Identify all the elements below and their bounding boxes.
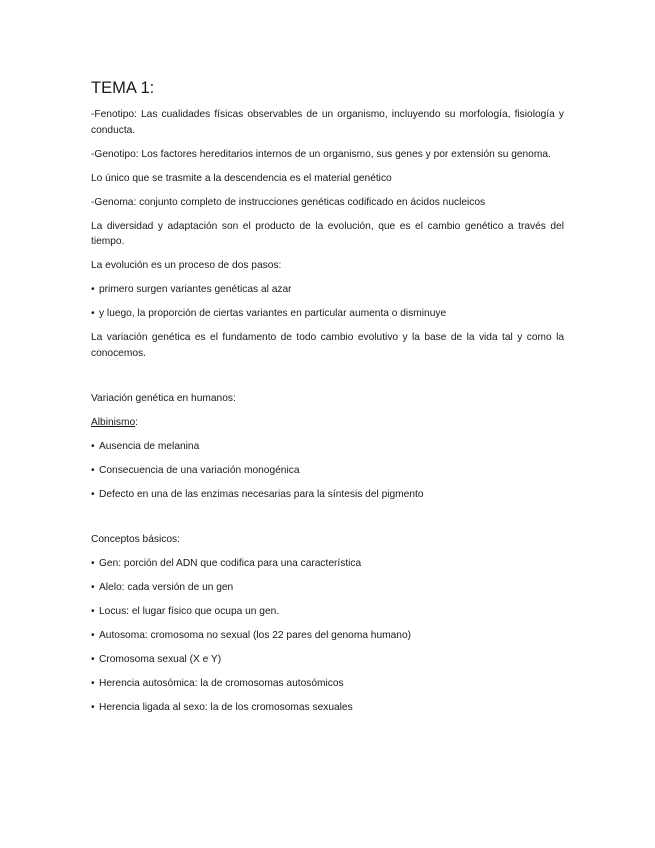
- section-spacer: [91, 370, 564, 391]
- list-item-text: Defecto en una de las enzimas necesarias para la síntesis del pigmento: [99, 488, 424, 500]
- paragraph-diversidad: La diversidad y adaptación son el producto de la evolución, que es el cambio genético a través del tiempo.: [91, 220, 564, 247]
- list-item-text: Ausencia de melanina: [99, 440, 200, 452]
- list-item: [91, 306, 564, 322]
- paragraph-evolucion-pasos: La evolución es un proceso de dos pasos:: [91, 260, 282, 271]
- section-spacer: [91, 511, 564, 532]
- document-body: [91, 78, 564, 724]
- list-item-text: Autosoma: cromosoma no sexual (los 22 pares del genoma humano): [99, 629, 412, 641]
- bullet-icon: [91, 678, 99, 689]
- list-item-text: y luego, la proporción de ciertas variantes en particular aumenta o disminuye: [99, 308, 447, 319]
- list-item: [91, 556, 564, 572]
- list-item: [91, 676, 564, 692]
- list-item: [91, 652, 564, 668]
- list-item: [91, 487, 564, 503]
- list-item: [91, 282, 564, 298]
- definition-genoma: -Genoma: conjunto completo de instrucciones genéticas codificado en ácidos nucleicos: [91, 196, 486, 208]
- subheading-albinismo-label: Albinismo: [91, 416, 136, 428]
- bullet-icon: [91, 308, 99, 319]
- bullet-icon: [91, 441, 99, 452]
- list-item: [91, 439, 564, 455]
- list-item-text: Locus: el lugar físico que ocupa un gen.: [99, 605, 280, 617]
- list-item-text: Cromosoma sexual (X e Y): [99, 653, 222, 665]
- bullet-icon: [91, 702, 99, 713]
- bullet-icon: [91, 630, 99, 641]
- section-heading-conceptos: Conceptos básicos:: [91, 533, 180, 545]
- bullet-icon: [91, 489, 99, 500]
- page-title: TEMA 1:: [91, 79, 155, 97]
- list-item-text: Herencia ligada al sexo: la de los cromosomas sexuales: [99, 701, 353, 713]
- subheading-colon: :: [135, 416, 139, 428]
- definition-fenotipo: -Fenotipo: Las cualidades físicas observables de un organismo, incluyendo su morfología, fisiología y conducta.: [91, 109, 564, 136]
- list-item-text: Gen: porción del ADN que codifica para una característica: [99, 557, 362, 569]
- list-item: [91, 463, 564, 479]
- list-item: [91, 604, 564, 620]
- list-item: [91, 580, 564, 596]
- bullet-icon: [91, 558, 99, 569]
- bullet-icon: [91, 606, 99, 617]
- bullet-icon: [91, 284, 99, 295]
- subheading-albinismo: [91, 415, 564, 431]
- bullet-icon: [91, 654, 99, 665]
- list-item-text: Alelo: cada versión de un gen: [99, 581, 234, 593]
- paragraph-material-genetico: Lo único que se trasmite a la descendencia es el material genético: [91, 172, 392, 184]
- list-item: [91, 628, 564, 644]
- paragraph-variacion: La variación genética es el fundamento de todo cambio evolutivo y la base de la vida tal y como la conocemos.: [91, 332, 564, 359]
- section-heading-variacion: Variación genética en humanos:: [91, 392, 236, 404]
- list-item-text: Herencia autosómica: la de cromosomas autosómicos: [99, 677, 344, 689]
- list-item-text: primero surgen variantes genéticas al azar: [99, 284, 292, 295]
- bullet-icon: [91, 582, 99, 593]
- list-item: [91, 700, 564, 716]
- list-item-text: Consecuencia de una variación monogénica: [99, 464, 300, 476]
- bullet-icon: [91, 465, 99, 476]
- definition-genotipo: -Genotipo: Los factores hereditarios internos de un organismo, sus genes y por extensión su genoma.: [91, 148, 551, 160]
